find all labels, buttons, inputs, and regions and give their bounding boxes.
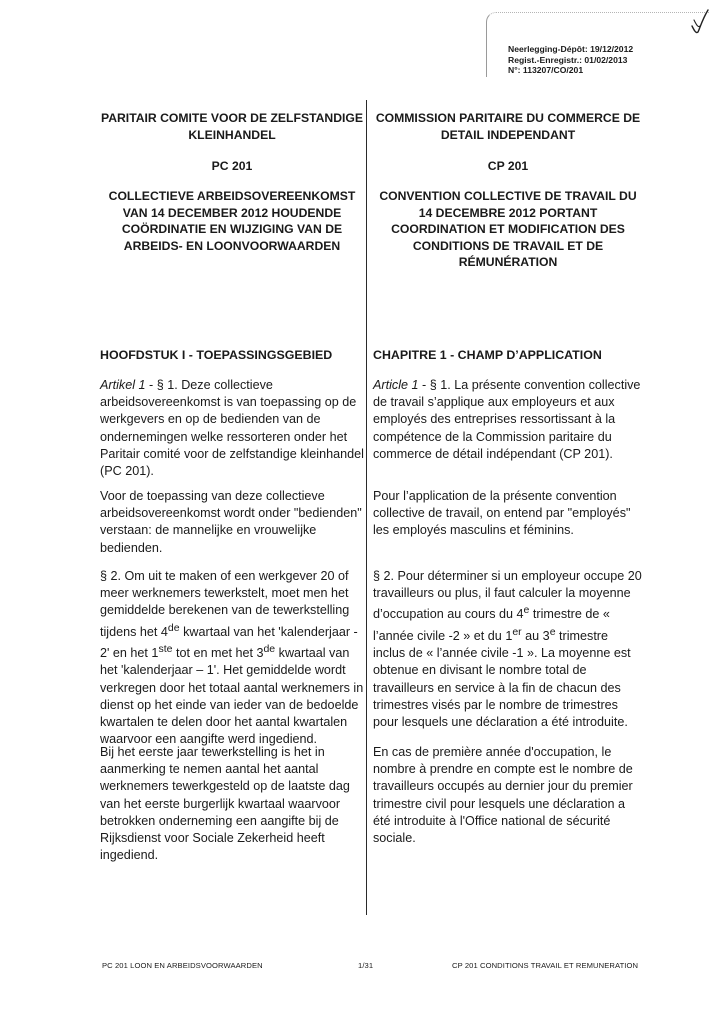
fr-committee-heading: COMMISSION PARITAIRE DU COMMERCE DE DETAIL INDEPENDANT <box>375 111 641 142</box>
deposit-stamp <box>508 44 633 76</box>
footer-page-number: 1/31 <box>358 961 374 970</box>
fr-article-1-paragraph-1: Article 1 - § 1. La présente convention collective de travail s’applique aux employeurs et aux employés des entreprises ressortissant à la compétence de la Commission paritaire du commerce de détail indépendant (CP 201). <box>373 378 641 461</box>
nl-paragraph-first-year: Bij het eerste jaar tewerkstelling is het in aanmerking te nemen aantal het aantal werknemers tewerkgesteld op de laatste dag van het eerste burgerlijk kwartaal waarvoor betrokken onderneming een aangifte bij de Rijksdienst voor Sociale Zekerheid heeft ingediend. <box>100 745 350 863</box>
handwritten-checkmark-icon <box>688 8 712 40</box>
nl-paragraph-employees-definition: Voor de toepassing van deze collectieve arbeidsovereenkomst wordt onder "bedienden" verstaan: de mannelijke en vrouwelijke bedienden. <box>100 489 362 555</box>
footer-right: CP 201 CONDITIONS TRAVAIL ET REMUNERATION <box>452 961 639 970</box>
footer-left: PC 201 LOON EN ARBEIDSVOORWAARDEN <box>102 961 263 970</box>
nl-pc-number: PC 201 <box>211 159 253 173</box>
stamp-registration-date: Regist.-Enregistr.: 01/02/2013 <box>508 54 628 65</box>
fr-paragraph-2: § 2. Pour déterminer si un employeur occupe 20 travailleurs ou plus, il faut calculer la moyenne d’occupation au cours du 4e trimestre de « l’année civile -2 » et du 1er au 3e trimestre inclus de « l’année civile -1 ». La moyenne est obtenue en divisant le nombre total de travailleurs en service à la fin de chacun des trimestres visés par le nombre de trimestres pour lesquels une déclaration a été introduite. <box>373 569 642 729</box>
fr-article-label: Article 1 <box>373 378 419 392</box>
fr-paragraph-employees-definition: Pour l’application de la présente convention collective de travail, on entend par "employés" les employés masculins et féminins. <box>373 489 631 538</box>
nl-committee-heading: PARITAIR COMITE VOOR DE ZELFSTANDIGE KLEINHANDEL <box>100 111 364 142</box>
fr-cp-number: CP 201 <box>487 159 529 173</box>
nl-article-1-paragraph-1: Artikel 1 - § 1. Deze collectieve arbeidsovereenkomst is van toepassing op de werkgevers en op de bedienden van de ondernemingen welke ressorteren onder het Paritair comité voor de zelfstandige kleinhandel (PC 201). <box>100 378 364 479</box>
stamp-deposit-date: Neerlegging-Dépôt: 19/12/2012 <box>508 44 634 54</box>
nl-chapter-heading: HOOFDSTUK I - TOEPASSINGSGEBIED <box>100 348 333 362</box>
fr-convention-title: CONVENTION COLLECTIVE DE TRAVAIL DU 14 DECEMBRE 2012 PORTANT COORDINATION ET MODIFICATION DES CONDITIONS DE TRAVAIL ET DE RÉMUNÉRATION <box>379 189 637 270</box>
nl-agreement-title: COLLECTIEVE ARBEIDSOVEREENKOMST VAN 14 DECEMBER 2012 HOUDENDE COÖRDINATIE EN WIJZIGING VAN DE ARBEIDS- EN LOONVOORWAARDEN <box>108 189 356 253</box>
fr-paragraph-first-year: En cas de première année d'occupation, le nombre à prendre en compte est le nombre de travailleurs occupés au dernier jour du premier trimestre civil pour lesquels une déclaration a été introduite à l'Office national de sécurité sociale. <box>373 745 633 846</box>
stamp-number: N°: 113207/CO/201 <box>508 65 584 75</box>
fr-chapter-heading: CHAPITRE 1 - CHAMP D’APPLICATION <box>373 348 602 362</box>
column-divider <box>366 100 367 915</box>
nl-article-label: Artikel 1 <box>100 378 146 392</box>
nl-paragraph-2: § 2. Om uit te maken of een werkgever 20 of meer werknemers tewerkstelt, moet men het gemiddelde berekenen van de tewerkstelling tijdens het 4de kwartaal van het 'kalenderjaar - 2' en het 1ste tot en met het 3de kwartaal van het 'kalenderjaar – 1'. Het gemiddelde wordt verkregen door het totaal aantal werknemers in dienst op het einde van ieder van de bedoelde kwartalen te delen door het aantal kwartalen waarvoor een aangifte werd ingediend. <box>100 569 364 747</box>
